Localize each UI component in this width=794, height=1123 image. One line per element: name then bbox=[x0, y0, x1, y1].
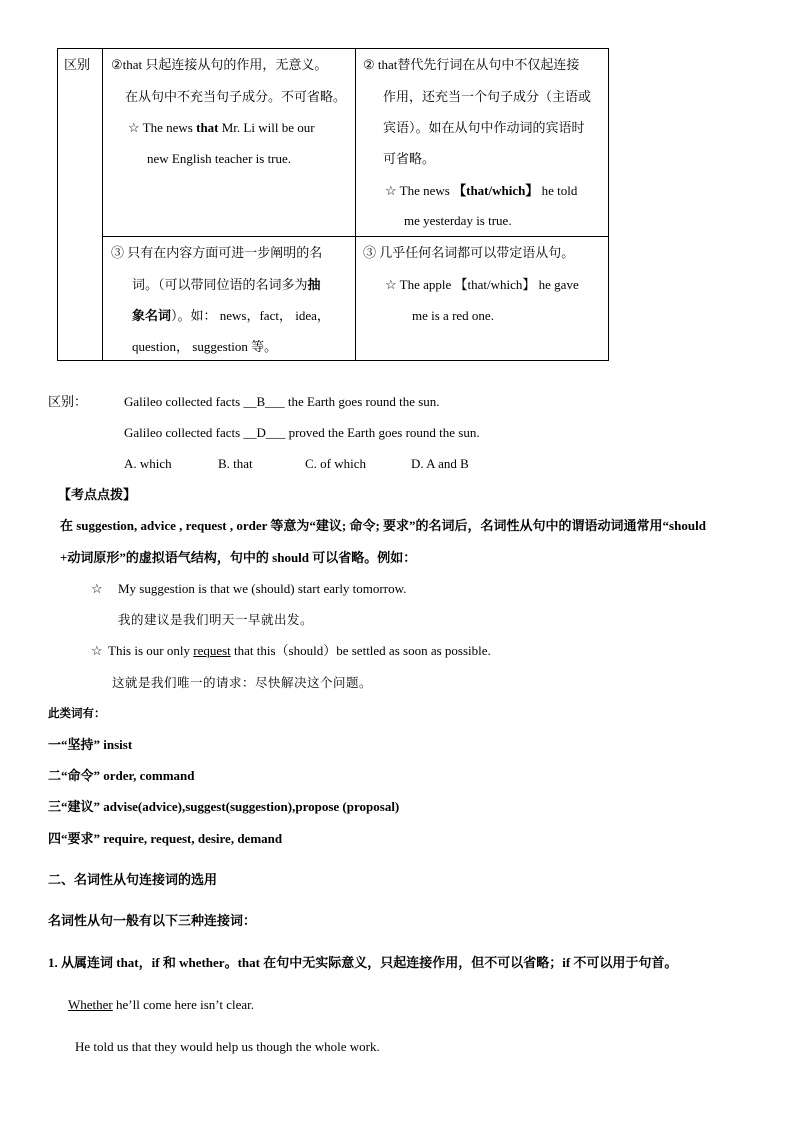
cell-example-line bbox=[128, 119, 315, 137]
exercise-option: D. A and B bbox=[411, 456, 469, 471]
star-bullet-icon: ☆ bbox=[91, 643, 103, 658]
cell-text: he told bbox=[538, 183, 578, 198]
example-translation: 我的建议是我们明天一早就出发。 bbox=[118, 613, 314, 627]
cell-example-line bbox=[385, 182, 577, 200]
word-list-heading: 此类词有： bbox=[48, 708, 106, 720]
exercise-option: C. of which bbox=[305, 456, 367, 471]
cell-line: ② that替代先行词在从句中不仅起连接 bbox=[363, 57, 580, 72]
cell-keyword: 象名词 bbox=[132, 308, 172, 323]
cell-line: new English teacher is true. bbox=[147, 151, 292, 166]
example-keyword: request bbox=[193, 643, 231, 658]
table-cell-that-relative bbox=[355, 48, 609, 237]
example-keyword: Whether bbox=[68, 997, 113, 1012]
exercise-question: Galileo collected facts __D___ proved the Earth goes round the sun. bbox=[124, 425, 480, 440]
exercise-option: A. which bbox=[124, 456, 172, 471]
cell-line: me yesterday is true. bbox=[404, 213, 512, 228]
cell-line: 可省略。 bbox=[383, 151, 436, 166]
example-text: he’ll come here isn’t clear. bbox=[112, 997, 255, 1012]
cell-text: ☆ The news bbox=[385, 183, 454, 198]
cell-line: 在从句中不充当句子成分。不可省略。 bbox=[125, 89, 347, 104]
cell-text: 词。（可以带同位语的名词多为 bbox=[132, 277, 308, 292]
word-list-item: 一“坚持” insist bbox=[48, 737, 133, 752]
cell-keyword: that bbox=[196, 120, 219, 135]
cell-line: me is a red one. bbox=[412, 308, 494, 323]
cell-line: ③ 几乎任何名词都可以带定语从句。 bbox=[363, 245, 575, 260]
section-intro: 名词性从句一般有以下三种连接词： bbox=[48, 913, 257, 928]
exercise-option: B. that bbox=[218, 456, 253, 471]
cell-line: ③ 只有在内容方面可进一步阐明的名 bbox=[111, 245, 323, 260]
exercise-label: 区别： bbox=[48, 394, 88, 409]
cell-text: Mr. Li will be our bbox=[218, 120, 315, 135]
cell-line bbox=[132, 276, 321, 294]
cell-example-line: ☆ The apple 【that/which】 he gave bbox=[385, 277, 579, 292]
table-label-cell bbox=[57, 48, 103, 361]
word-list-item: 三“建议” advise(advice),suggest(suggestion),propose (proposal) bbox=[48, 799, 400, 814]
section-heading: 二、名词性从句连接词的选用 bbox=[48, 872, 218, 887]
example-text: that this（should）be settled as soon as possible. bbox=[230, 643, 491, 658]
example-sentence bbox=[108, 642, 491, 660]
example-translation: 这就是我们唯一的请求：尽快解决这个问题。 bbox=[112, 676, 373, 690]
table-cell-any-noun bbox=[355, 236, 609, 361]
cell-keyword: 【that/which】 bbox=[453, 183, 539, 198]
section-point: 1. 从属连词 that，if 和 whether。that 在句中无实际意义，只起连接作用，但不可以省略；if 不可以用于句首。 bbox=[48, 955, 678, 970]
example-text: This is our only bbox=[108, 643, 194, 658]
cell-line: 作用，还充当一个句子成分（主语或 bbox=[383, 89, 592, 104]
tip-text: +动词原形”的虚拟语气结构，句中的 should 可以省略。例如： bbox=[60, 550, 417, 565]
section-example bbox=[68, 996, 254, 1014]
cell-line bbox=[132, 307, 330, 325]
cell-text: ☆ The news bbox=[128, 120, 197, 135]
cell-line: ②that 只起连接从句的作用，无意义。 bbox=[111, 57, 328, 72]
cell-line: 宾语）。如在从句中作动词的宾语时 bbox=[383, 120, 585, 135]
cell-text: ）。如： news，fact， idea， bbox=[171, 308, 330, 323]
exercise-question: Galileo collected facts __B___ the Earth goes round the sun. bbox=[124, 394, 440, 409]
cell-keyword: 抽 bbox=[307, 277, 321, 292]
tip-heading: 【考点点拨】 bbox=[58, 487, 137, 502]
example-sentence: My suggestion is that we (should) start early tomorrow. bbox=[118, 581, 407, 596]
word-list-item: 四“要求” require, request, desire, demand bbox=[48, 831, 283, 846]
section-example: He told us that they would help us though the whole work. bbox=[75, 1039, 380, 1054]
table-cell-that-conjunction bbox=[102, 48, 356, 237]
word-list-item: 二“命令” order, command bbox=[48, 768, 195, 783]
cell-line: question， suggestion 等。 bbox=[132, 339, 278, 354]
tip-text: 在 suggestion, advice , request , order 等意为“建议; 命令; 要求”的名词后，名词性从句中的谓语动词通常用“should bbox=[60, 518, 706, 533]
table-cell-appositive-nouns bbox=[102, 236, 356, 361]
table-label: 区别 bbox=[64, 57, 91, 72]
star-bullet-icon: ☆ bbox=[91, 581, 103, 596]
